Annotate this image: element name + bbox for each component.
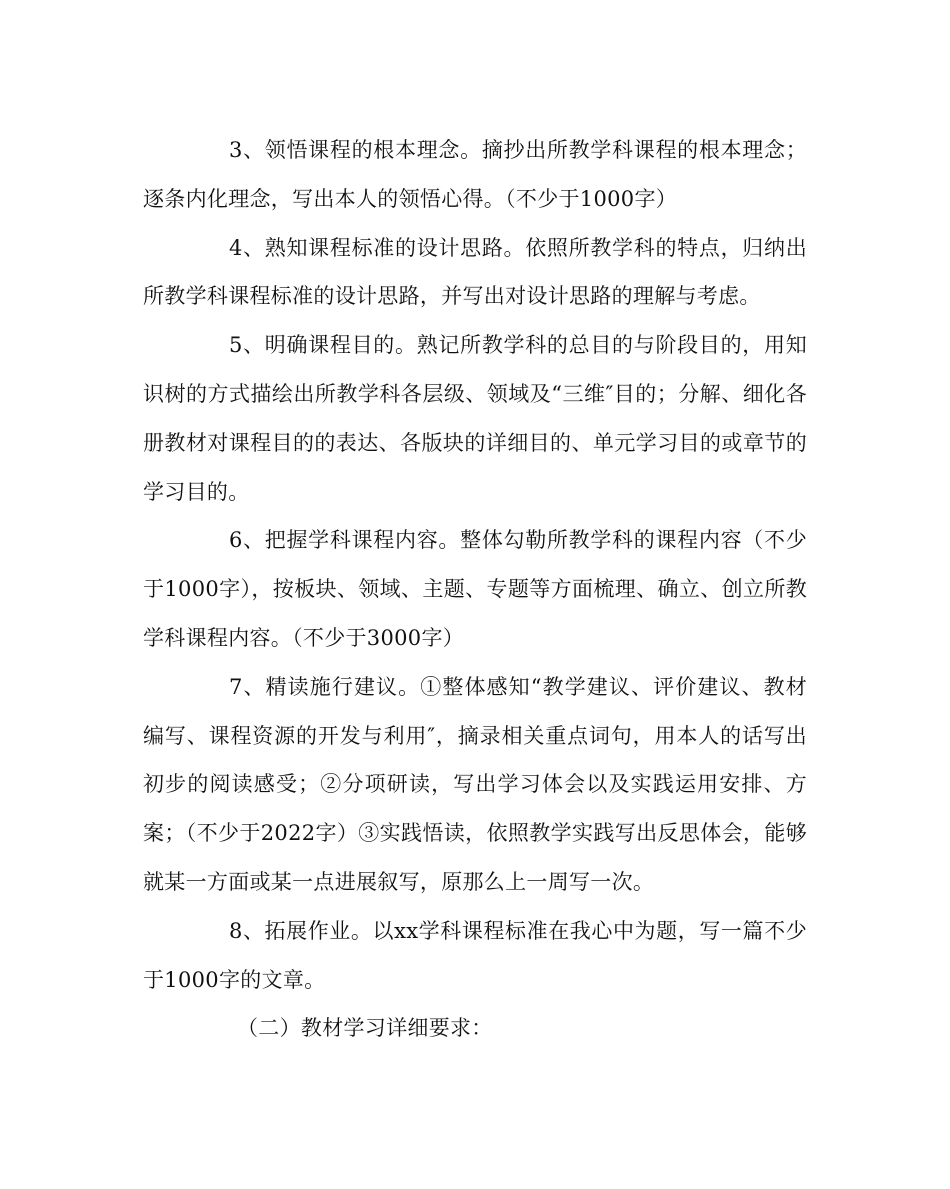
- paragraph-item-4: 4、熟知课程标准的设计思路。依照所教学科的特点，归纳出所教学科课程标准的设计思路，并写出对设计思路的理解与考虑。: [143, 235, 807, 309]
- paragraph-item-8: 8、拓展作业。以xx学科课程标准在我心中为题，写一篇不少于1000字的文章。: [143, 918, 807, 992]
- paragraph-item-6: 6、把握学科课程内容。整体勾勒所教学科的课程内容（不少于1000字），按板块、领域、主题、专题等方面梳理、确立、创立所教学科课程内容。（不少于3000字）: [143, 528, 807, 650]
- paragraph-item-3: 3、领悟课程的根本理念。摘抄出所教学科课程的根本理念；逐条内化理念，写出本人的领悟心得。（不少于1000字）: [143, 138, 807, 211]
- section-heading: （二）教材学习详细要求：: [237, 1016, 493, 1041]
- paragraph-item-7: 7、精读施行建议。①整体感知“教学建议、评价建议、教材编写、课程资源的开发与利用″，摘录相关重点词句，用本人的话写出初步的阅读感受；②分项研读，写出学习体会以及实践运用安排、方案；（不少于2022字）③实践悟读，依照教学实践写出反思体会，能够就某一方面或某一点进展叙写，原那么上一周写一次。: [143, 674, 807, 894]
- paragraph-item-5: 5、明确课程目的。熟记所教学科的总目的与阶段目的，用知识树的方式描绘出所教学科各层级、领域及“三维″目的；分解、细化各册教材对课程目的的表达、各版块的详细目的、单元学习目的或章节的学习目的。: [143, 333, 807, 504]
- document-body: [143, 126, 807, 1053]
